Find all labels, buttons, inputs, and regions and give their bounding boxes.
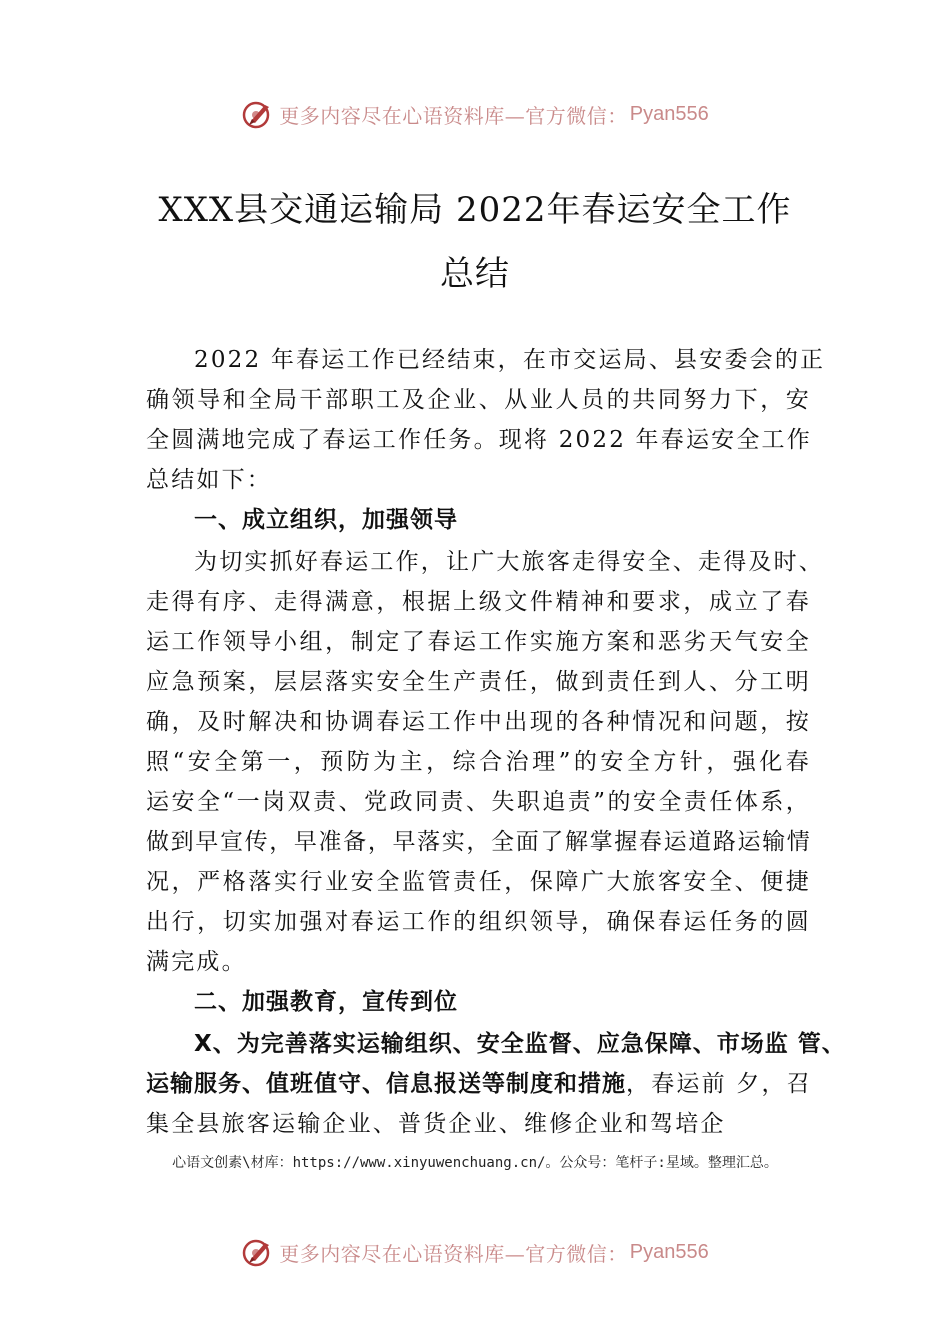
- banner-text: 更多内容尽在心语资料库—官方微信：: [279, 103, 628, 128]
- text-line: 运安全“一岗双责、党政同责、失职追责”的安全责任体系，: [146, 789, 811, 815]
- paragraph-section-2: [146, 1024, 846, 1144]
- pen-seal-icon: [241, 97, 275, 131]
- text-line: 应急预案，层层落实安全生产责任，做到责任到人、分工明: [146, 669, 811, 695]
- text-line: 出行，切实加强对春运工作的组织领导，确保春运任务的圆: [146, 909, 811, 935]
- text-line: 确，及时解决和协调春运工作中出现的各种情况和问题，按: [146, 709, 811, 735]
- section-heading-1: 一、成立组织，加强领导: [194, 507, 458, 533]
- text-line: 况，严格落实行业安全监管责任，保障广大旅客安全、便捷: [146, 869, 811, 895]
- banner-wechat-id: Pyan556: [629, 102, 709, 125]
- text-line: 满完成。: [146, 949, 247, 975]
- banner-wechat-id: Pyan556: [629, 1240, 709, 1263]
- title-line-2: 总结: [440, 254, 510, 294]
- text-line: 确领导和全局干部职工及企业、从业人员的共同努力下，安: [146, 387, 811, 413]
- title-line-1: XXX县交通运输局 2022年春运安全工作: [158, 190, 792, 230]
- section-heading-2: 二、加强教育，宣传到位: [194, 989, 458, 1015]
- text-line: 总结如下：: [146, 467, 272, 493]
- text-line: [146, 1064, 811, 1104]
- banner-text: 更多内容尽在心语资料库—官方微信：: [279, 1241, 628, 1266]
- paragraph-intro: [146, 340, 826, 500]
- pen-seal-icon: [241, 1235, 275, 1269]
- source-note: 心语文创素\材库：https://www.xinyuwenchuang.cn/。公众号：笔杆子:星域。整理汇总。: [172, 1155, 778, 1171]
- document-body: [146, 340, 846, 1144]
- footer-banner: [0, 1232, 950, 1272]
- text-line: 走得有序、走得满意，根据上级文件精神和要求，成立了春: [146, 589, 811, 615]
- text-line: [146, 1024, 846, 1064]
- text-line: 做到早宣传，早准备，早落实，全面了解掌握春运道路运输情: [146, 829, 811, 855]
- bold-text: 运输服务、值班值守、信息报送等制度和措施: [146, 1071, 626, 1097]
- document-title: [0, 178, 950, 306]
- text-line: 照“安全第一，预防为主，综合治理”的安全方针，强化春: [146, 749, 811, 775]
- normal-text: ，春运前 夕，召: [626, 1071, 812, 1097]
- bold-text: X、为完善落实运输组织、安全监督、应急保障、市场监 管、: [194, 1031, 846, 1057]
- text-line: 全圆满地完成了春运工作任务。现将 2022 年春运安全工作: [146, 427, 812, 453]
- text-line: 为切实抓好春运工作，让广大旅客走得安全、走得及时、: [194, 549, 824, 575]
- text-line: 运工作领导小组，制定了春运工作实施方案和恶劣天气安全: [146, 629, 811, 655]
- header-banner: [0, 94, 950, 134]
- text-line: 集全县旅客运输企业、普货企业、维修企业和驾培企: [146, 1111, 726, 1137]
- paragraph-section-1: [146, 542, 824, 982]
- text-line: 2022 年春运工作已经结束，在市交运局、县安委会的正: [194, 347, 826, 373]
